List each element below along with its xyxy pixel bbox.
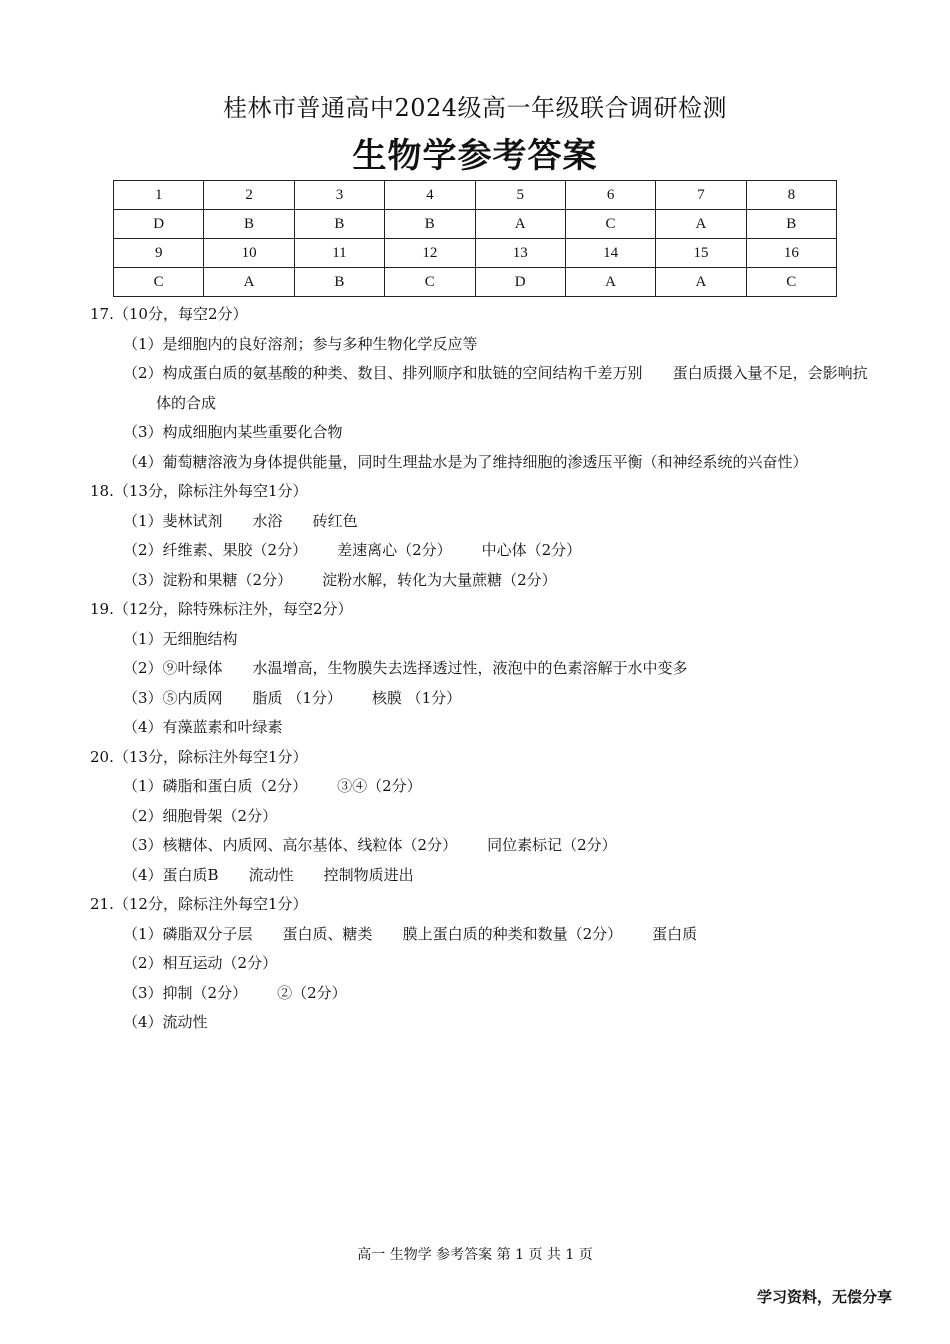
answer-row (114, 268, 837, 297)
answer-blank: （3）构成细胞内某些重要化合物 (123, 423, 343, 441)
answer-cell: A (656, 210, 746, 239)
question-number-cell: 15 (656, 239, 746, 268)
page-footer: 高一 生物学 参考答案 第 1 页 共 1 页 (357, 1247, 593, 1263)
answer-blank: （4）有藻蓝素和叶绿素 (123, 718, 283, 736)
answer-blank: 砖红色 (312, 511, 358, 530)
answer-line (90, 536, 880, 566)
answer-blank: （4）流动性 (123, 1013, 208, 1031)
question-number-cell: 16 (746, 239, 836, 268)
question-number-cell: 6 (565, 181, 655, 210)
answer-cell: C (746, 268, 836, 297)
answer-line (90, 448, 880, 478)
question-number-cell: 7 (656, 181, 746, 210)
question-heading: 18.（13分，除标注外每空1分） (90, 482, 308, 500)
answer-blank: （4）蛋白质B (123, 865, 219, 884)
answer-blank: 水温增高，生物膜失去选择透过性，液泡中的色素溶解于水中变多 (252, 659, 688, 677)
answer-line (90, 772, 880, 802)
answer-line (90, 654, 880, 684)
answer-line (90, 920, 880, 950)
answer-line (90, 684, 880, 714)
answer-line (90, 861, 880, 891)
question-heading: 20.（13分，除标注外每空1分） (90, 747, 308, 766)
answer-blank: 差速离心（2分） (337, 541, 452, 559)
answer-blank: （2）相互运动（2分） (123, 954, 278, 972)
question-number-cell: 2 (204, 181, 294, 210)
question-heading: 17.（10分，每空2分） (90, 305, 248, 323)
answer-cell: C (565, 210, 655, 239)
answer-blank: （3）⑤内质网 (123, 688, 223, 707)
question-number-cell: 12 (385, 239, 475, 268)
answer-blank: ③④（2分） (337, 777, 422, 795)
answer-blank: （2）纤维素、果胶（2分） (123, 541, 308, 559)
answer-blank: （1）磷脂双分子层 (123, 924, 253, 943)
answer-blank: （2）⑨叶绿体 (123, 659, 223, 677)
answer-blank: （1）是细胞内的良好溶剂；参与多种生物化学反应等 (123, 334, 478, 353)
answer-blank: （1）无细胞结构 (123, 629, 238, 648)
answer-blank: （2）细胞骨架（2分） (123, 806, 278, 825)
answer-line (90, 625, 880, 655)
answer-blank: （3）淀粉和果糖（2分） (123, 570, 293, 589)
question-number-cell: 3 (294, 181, 384, 210)
answer-blank: （1）斐林试剂 (123, 511, 223, 530)
answer-line (90, 330, 880, 360)
answer-cell: C (114, 268, 204, 297)
question-number-cell: 9 (114, 239, 204, 268)
answer-blank: 蛋白质 (652, 924, 698, 943)
question-number-cell: 11 (294, 239, 384, 268)
question-number-cell: 10 (204, 239, 294, 268)
answer-blank: ②（2分） (277, 983, 347, 1002)
answer-blank: 蛋白质摄入量不足，会影响抗体的合成 (156, 364, 868, 412)
question-block (90, 477, 880, 595)
answer-blank: 控制物质进出 (323, 865, 414, 884)
answer-line (90, 566, 880, 596)
question-number-cell: 8 (746, 181, 836, 210)
answer-cell: B (204, 210, 294, 239)
question-block (90, 743, 880, 891)
page-subtitle: 生物学参考答案 (352, 136, 598, 176)
answer-cell: A (475, 210, 565, 239)
answer-cell: D (475, 268, 565, 297)
question-block (90, 300, 880, 477)
answer-blank: （3）核糖体、内质网、高尔基体、线粒体（2分） (123, 836, 458, 854)
answer-blank: （3）抑制（2分） (123, 983, 248, 1002)
answer-row (114, 210, 837, 239)
question-heading: 21.（12分，除标注外每空1分） (90, 895, 308, 913)
answer-blank: 蛋白质、糖类 (282, 924, 373, 943)
answer-line (90, 831, 880, 861)
answer-cell: B (294, 268, 384, 297)
answer-blank: 淀粉水解，转化为大量蔗糖（2分） (322, 570, 557, 589)
question-number-cell: 1 (114, 181, 204, 210)
page-title: 桂林市普通高中2024级高一年级联合调研检测 (222, 94, 728, 122)
answer-cell: A (565, 268, 655, 297)
answer-cell: B (746, 210, 836, 239)
answer-cell: B (294, 210, 384, 239)
answer-line (90, 802, 880, 832)
answer-blank: （4）葡萄糖溶液为身体提供能量，同时生理盐水是为了维持细胞的渗透压平衡（和神经系统的兴奋性） (123, 452, 808, 471)
answer-line (90, 359, 880, 418)
answer-cell: A (656, 268, 746, 297)
answer-cell: D (114, 210, 204, 239)
watermark-text: 学习资料，无偿分享 (756, 1288, 892, 1306)
question-number-cell: 4 (385, 181, 475, 210)
answer-line (90, 1008, 880, 1038)
answer-blank: 中心体（2分） (481, 541, 582, 559)
question-number-row (114, 181, 837, 210)
question-number-cell: 5 (475, 181, 565, 210)
question-number-cell: 13 (475, 239, 565, 268)
question-block (90, 890, 880, 1038)
answer-blank: （1）磷脂和蛋白质（2分） (123, 777, 308, 795)
answer-cell: A (204, 268, 294, 297)
answer-blank: 核膜 （1分） (371, 688, 462, 707)
answer-blank: 同位素标记（2分） (487, 836, 617, 854)
question-number-row (114, 239, 837, 268)
answer-content (90, 300, 880, 1038)
answer-table (113, 180, 837, 297)
answer-blank: 膜上蛋白质的种类和数量（2分） (402, 924, 623, 943)
answer-blank: 脂质 （1分） (252, 688, 342, 707)
question-block (90, 595, 880, 743)
answer-blank: （2）构成蛋白质的氨基酸的种类、数目、排列顺序和肽链的空间结构千差万别 (123, 364, 643, 382)
answer-line (90, 979, 880, 1009)
answer-cell: B (385, 210, 475, 239)
answer-cell: C (385, 268, 475, 297)
answer-line (90, 949, 880, 979)
answer-line (90, 418, 880, 448)
answer-blank: 水浴 (252, 511, 283, 530)
question-heading: 19.（12分，除特殊标注外，每空2分） (90, 600, 353, 618)
answer-line (90, 713, 880, 743)
answer-blank: 流动性 (248, 865, 294, 884)
answer-line (90, 507, 880, 537)
question-number-cell: 14 (565, 239, 655, 268)
